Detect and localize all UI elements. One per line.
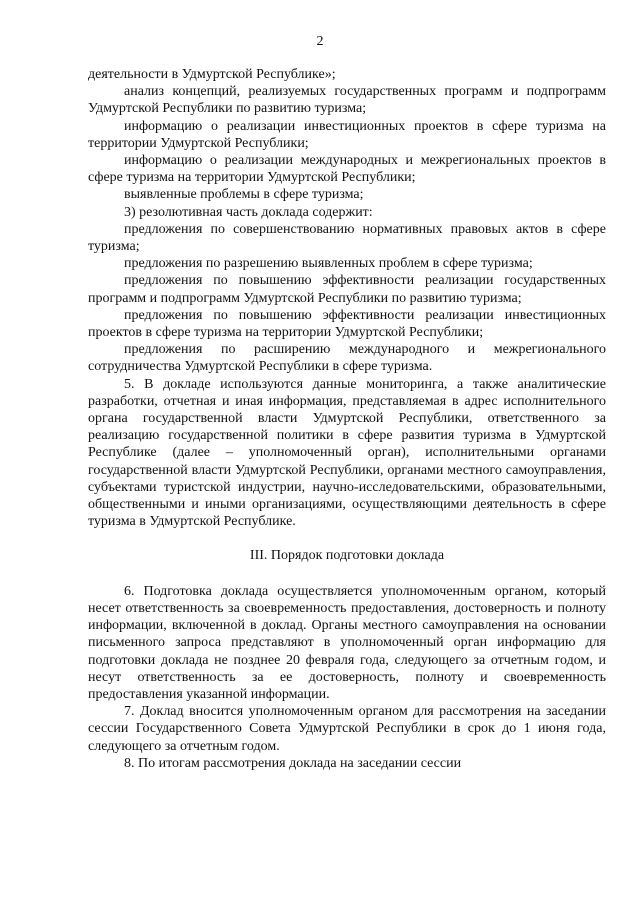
paragraph: предложения по повышению эффективности реализации инвестиционных проектов в сфере туризма на территории Удмуртской Республики; bbox=[88, 307, 606, 341]
paragraph: выявленные проблемы в сфере туризма; bbox=[124, 187, 364, 203]
paragraph: предложения по расширению международного и межрегионального сотрудничества Удмуртской Республики в сфере туризма. bbox=[88, 342, 606, 375]
paragraph: предложения по разрешению выявленных проблем в сфере туризма; bbox=[124, 256, 533, 272]
page-number: 2 bbox=[316, 34, 324, 49]
paragraph: предложения по повышению эффективности реализации государственных программ и подпрограмм Удмуртской Республики по развитию туризма; bbox=[88, 273, 606, 306]
paragraph: 5. В докладе используются данные мониторинга, а также аналитические разработки, отчетная и иная информация, представляемая в адрес исполнительного органа государственной власти Удмуртской Республики, ответственного за реализацию государственной политики в сфере развития туризма в Удмуртской Республике (далее – уполномоченный орган), исполнительными органами государственной власти Удмуртской Республики, органами местного самоуправления, субъектами туристской индустрии, научно-исследовательскими, образовательными, общественными и иными организациями, осуществляющими деятельность в сфере туризма в Удмуртской Республике. bbox=[88, 376, 606, 530]
paragraph: информацию о реализации инвестиционных проектов в сфере туризма на территории Удмуртской Республики; bbox=[88, 118, 606, 151]
section-heading: III. Порядок подготовки доклада bbox=[249, 548, 445, 564]
paragraph: 7. Доклад вносится уполномоченным органом для рассмотрения на заседании сессии Государственного Совета Удмуртской Республики в срок до 1 июня года, следующего за отчетным годом. bbox=[88, 704, 606, 754]
paragraph: 6. Подготовка доклада осуществляется уполномоченным органом, который несет ответственность за своевременность предоставления, достоверность и полноту информации, включенной в доклад. Органы местного самоуправления на основании письменного запроса представляют в уполномоченный орган информацию для подготовки доклада не позднее 20 февраля года, следующего за отчетным годом, и несут ответственность за ее достоверность, полноту и своевременность предоставления указанной информации. bbox=[88, 583, 606, 702]
paragraph: информацию о реализации международных и межрегиональных проектов в сфере туризма на территории Удмуртской Республики; bbox=[88, 153, 606, 186]
paragraph: 8. По итогам рассмотрения доклада на заседании сессии bbox=[124, 755, 462, 771]
paragraph: предложения по совершенствованию нормативных правовых актов в сфере туризма; bbox=[88, 221, 606, 255]
document-body bbox=[88, 66, 606, 772]
paragraph: анализ концепций, реализуемых государственных программ и подпрограмм Удмуртской Республики по развитию туризма; bbox=[88, 84, 606, 117]
paragraph: 3) резолютивная часть доклада содержит: bbox=[124, 204, 373, 220]
paragraph: деятельности в Удмуртской Республике»; bbox=[88, 67, 336, 82]
